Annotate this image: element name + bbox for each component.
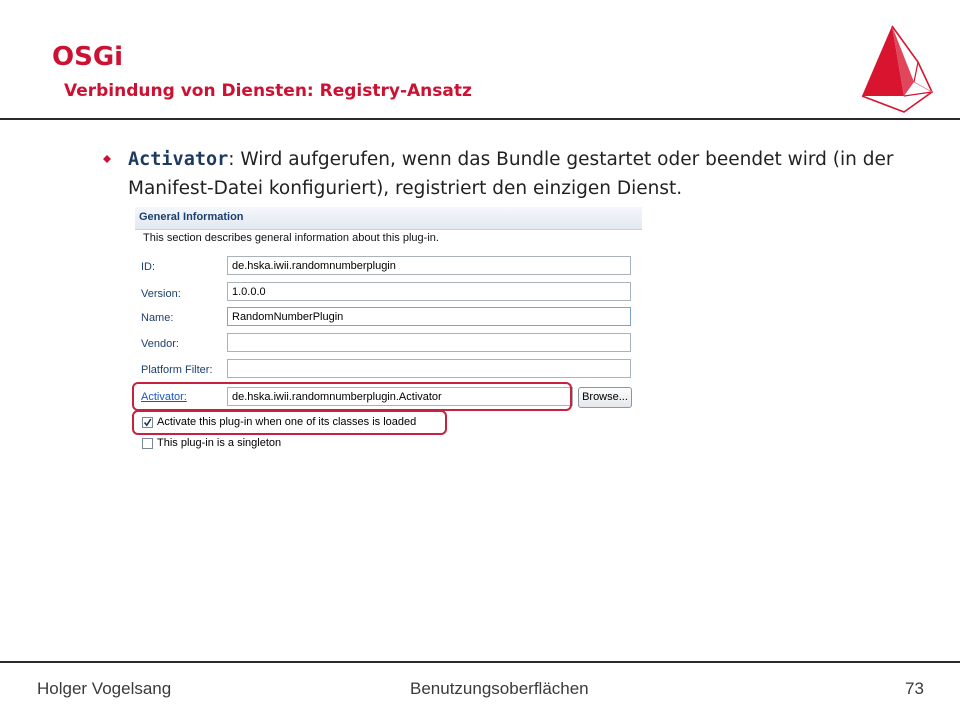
university-logo-icon xyxy=(856,22,936,118)
panel-header-title: General Information xyxy=(139,211,244,223)
vendor-field[interactable] xyxy=(227,333,631,352)
id-label: ID: xyxy=(141,261,156,273)
bullet-activator xyxy=(128,145,928,203)
id-field[interactable]: de.hska.iwii.randomnumberplugin xyxy=(227,256,631,275)
bullet-description: : Wird aufgerufen, wenn das Bundle gestartet oder beendet wird (in der Manifest-Datei konfiguriert), registriert den einzigen Dienst. xyxy=(128,149,894,199)
activator-highlight-frame xyxy=(132,382,572,411)
footer-page-number: 73 xyxy=(905,679,924,698)
general-information-panel xyxy=(135,207,642,457)
header-divider xyxy=(0,118,960,120)
singleton-checkbox-label: This plug-in is a singleton xyxy=(157,437,282,449)
name-field[interactable]: RandomNumberPlugin xyxy=(227,307,631,326)
activate-checkbox-label: Activate this plug-in when one of its classes is loaded xyxy=(157,416,417,428)
panel-header xyxy=(135,207,642,230)
platform-filter-label: Platform Filter: xyxy=(141,364,213,376)
browse-button[interactable]: Browse... xyxy=(578,387,632,408)
version-label: Version: xyxy=(141,288,181,300)
bullet-diamond-icon xyxy=(103,155,111,163)
activate-checkbox-highlight-frame xyxy=(132,410,447,435)
footer-author: Holger Vogelsang xyxy=(37,679,172,698)
footer-divider xyxy=(0,661,960,663)
platform-filter-field[interactable] xyxy=(227,359,631,378)
panel-description: This section describes general information about this plug-in. xyxy=(143,232,439,244)
bullet-keyword: Activator xyxy=(128,149,229,170)
footer-course: Benutzungsoberflächen xyxy=(410,679,589,698)
version-field[interactable]: 1.0.0.0 xyxy=(227,282,631,301)
activator-link[interactable]: Activator: xyxy=(141,391,187,403)
name-label: Name: xyxy=(141,312,174,324)
singleton-checkbox[interactable] xyxy=(142,438,153,449)
slide-subtitle: Verbindung von Diensten: Registry-Ansatz xyxy=(64,81,472,101)
activator-field[interactable]: de.hska.iwii.randomnumberplugin.Activator xyxy=(227,387,573,406)
vendor-label: Vendor: xyxy=(141,338,179,350)
slide-title: OSGi xyxy=(52,42,124,72)
